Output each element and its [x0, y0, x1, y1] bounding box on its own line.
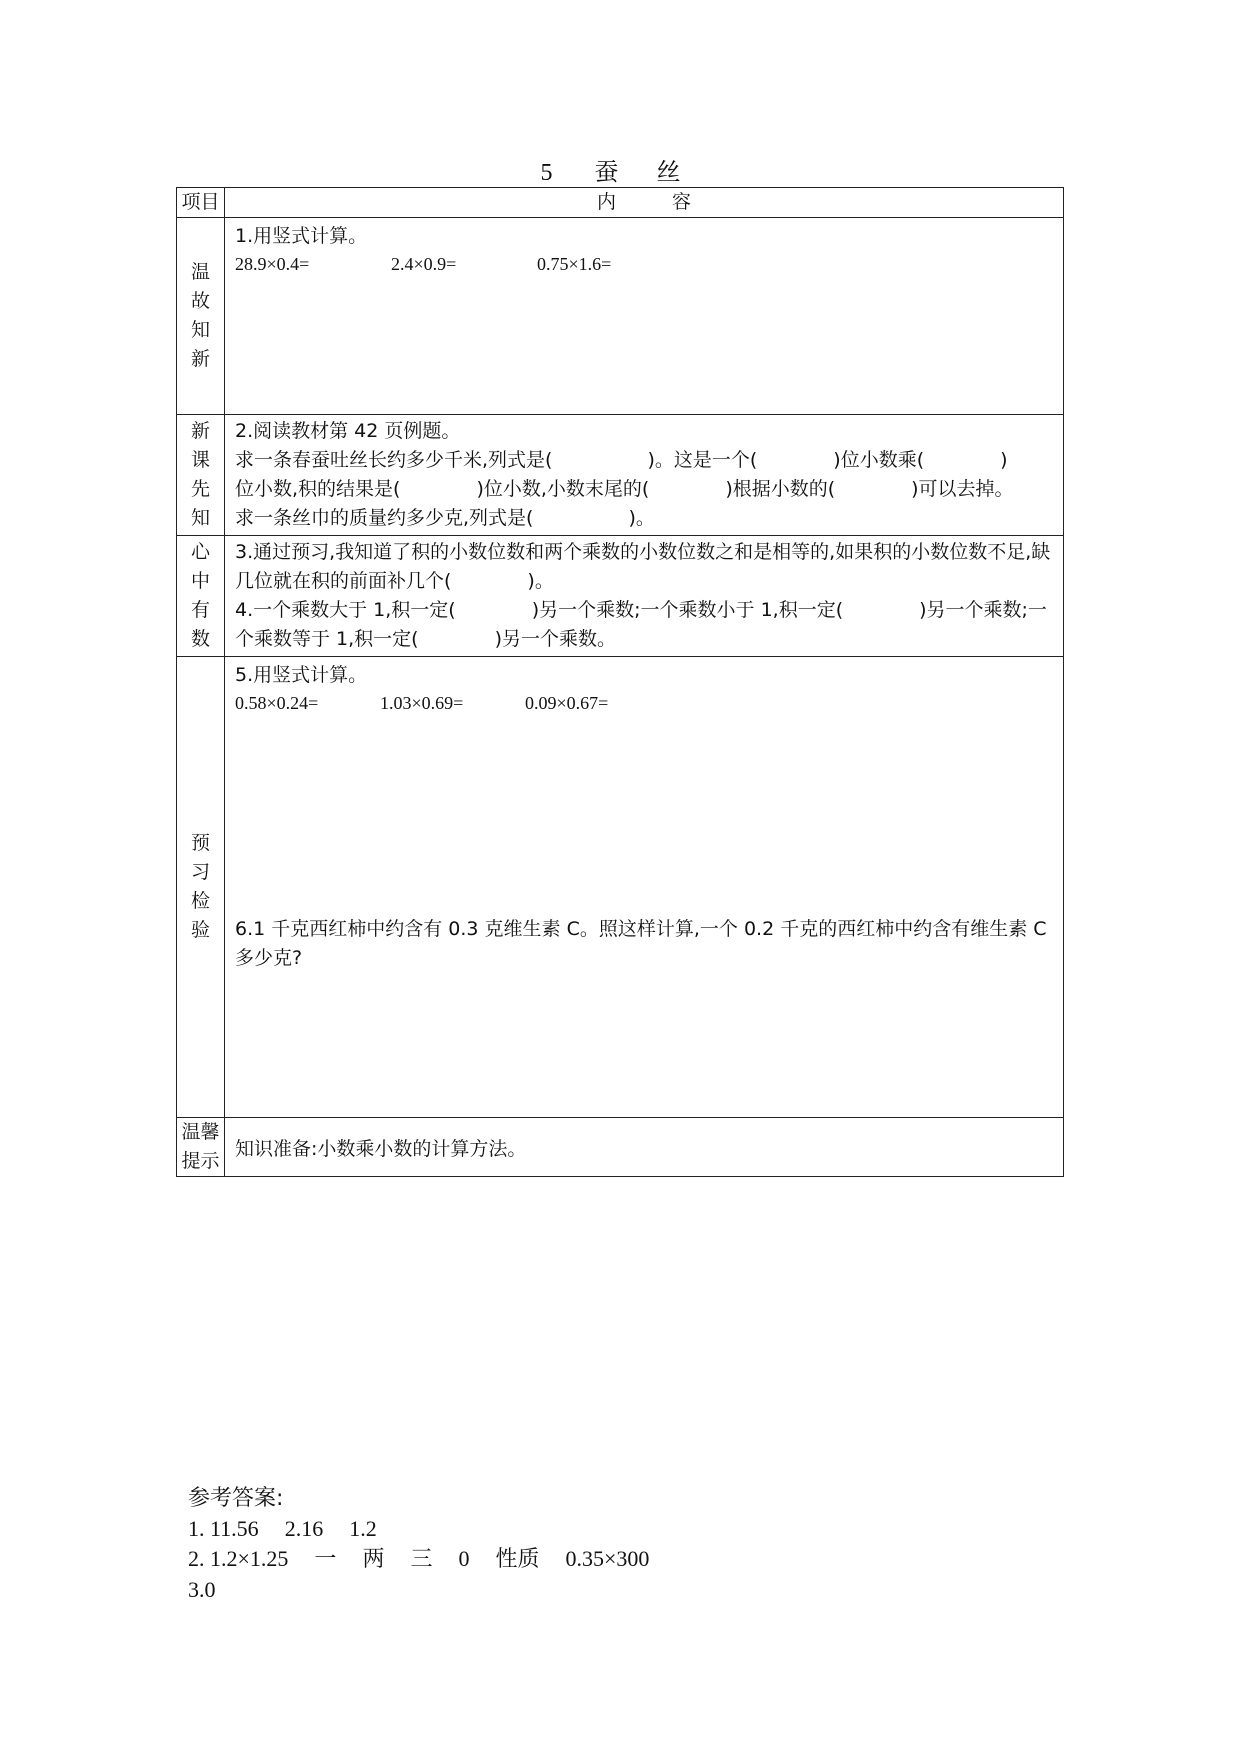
- question-5: 5.用竖式计算。: [235, 664, 368, 686]
- title-char-1: 蚕: [594, 158, 621, 186]
- question-2-line-2: 位小数,积的结果是( )位小数,小数末尾的( )根据小数的( )可以去掉。: [235, 478, 1014, 500]
- reference-answers: [188, 1484, 675, 1605]
- check-calc-line: [235, 690, 1053, 716]
- question-4: 4.一个乘数大于 1,积一定( )另一个乘数;一个乘数小于 1,积一定( )另一个乘数;一个乘数等于 1,积一定( )另一个乘数。: [235, 599, 1047, 650]
- calc-item: 1.03×0.69=: [380, 693, 464, 713]
- mind-content: [225, 536, 1064, 657]
- title-char-2: 丝: [656, 158, 683, 186]
- review-label: 温 故 知 新: [177, 218, 225, 415]
- answers-heading: 参考答案:: [188, 1486, 284, 1511]
- check-content: [225, 657, 1064, 1118]
- question-2-line-1: 求一条春蚕吐丝长约多少千米,列式是( )。这是一个( )位小数乘( ): [235, 449, 1008, 471]
- calc-item: 0.09×0.67=: [525, 693, 609, 713]
- question-2: 2.阅读教材第 42 页例题。: [235, 420, 461, 442]
- tip-content: 知识准备:小数乘小数的计算方法。: [225, 1118, 1064, 1177]
- header-item-cell: 项目: [177, 188, 225, 218]
- review-row: [177, 218, 1064, 415]
- calc-item: 28.9×0.4=: [235, 254, 310, 274]
- tip-label: 温馨 提示: [177, 1118, 225, 1177]
- answer-line-2: 2. 1.2×1.25 一 两 三 0 性质 0.35×300: [188, 1546, 650, 1572]
- tip-row: [177, 1118, 1064, 1177]
- lesson-number: 5: [540, 160, 555, 186]
- calc-item: 0.75×1.6=: [537, 254, 612, 274]
- check-row: [177, 657, 1064, 1118]
- review-content: [225, 218, 1064, 415]
- page-title: [0, 152, 1241, 187]
- preview-label: 新 课 先 知: [177, 415, 225, 536]
- preview-row: [177, 415, 1064, 536]
- header-content-char-1: 内: [596, 191, 616, 213]
- preview-worksheet-table: [176, 187, 1064, 1177]
- calc-item: 2.4×0.9=: [391, 254, 457, 274]
- check-label: 预 习 检 验: [177, 657, 225, 1118]
- question-6: 6.1 千克西红柿中约含有 0.3 克维生素 C。照这样计算,一个 0.2 千克的西红柿中约含有维生素 C 多少克?: [235, 918, 1047, 969]
- mind-label: 心 中 有 数: [177, 536, 225, 657]
- preview-content: [225, 415, 1064, 536]
- header-content-char-2: 容: [672, 191, 692, 213]
- question-3: 3.通过预习,我知道了积的小数位数和两个乘数的小数位数之和是相等的,如果积的小数位数不足,缺几位就在积的前面补几个( )。: [235, 541, 1051, 592]
- mind-row: [177, 536, 1064, 657]
- review-calc-line: [235, 251, 1053, 277]
- header-content-cell: [225, 188, 1064, 218]
- question-1: 1.用竖式计算。: [235, 225, 368, 247]
- calc-item: 0.58×0.24=: [235, 693, 319, 713]
- question-2-line-3: 求一条丝巾的质量约多少克,列式是( )。: [235, 507, 655, 529]
- header-row: [177, 188, 1064, 218]
- answer-line-3: 3.0: [188, 1577, 216, 1602]
- answer-line-1: 1. 11.56 2.16 1.2: [188, 1516, 377, 1541]
